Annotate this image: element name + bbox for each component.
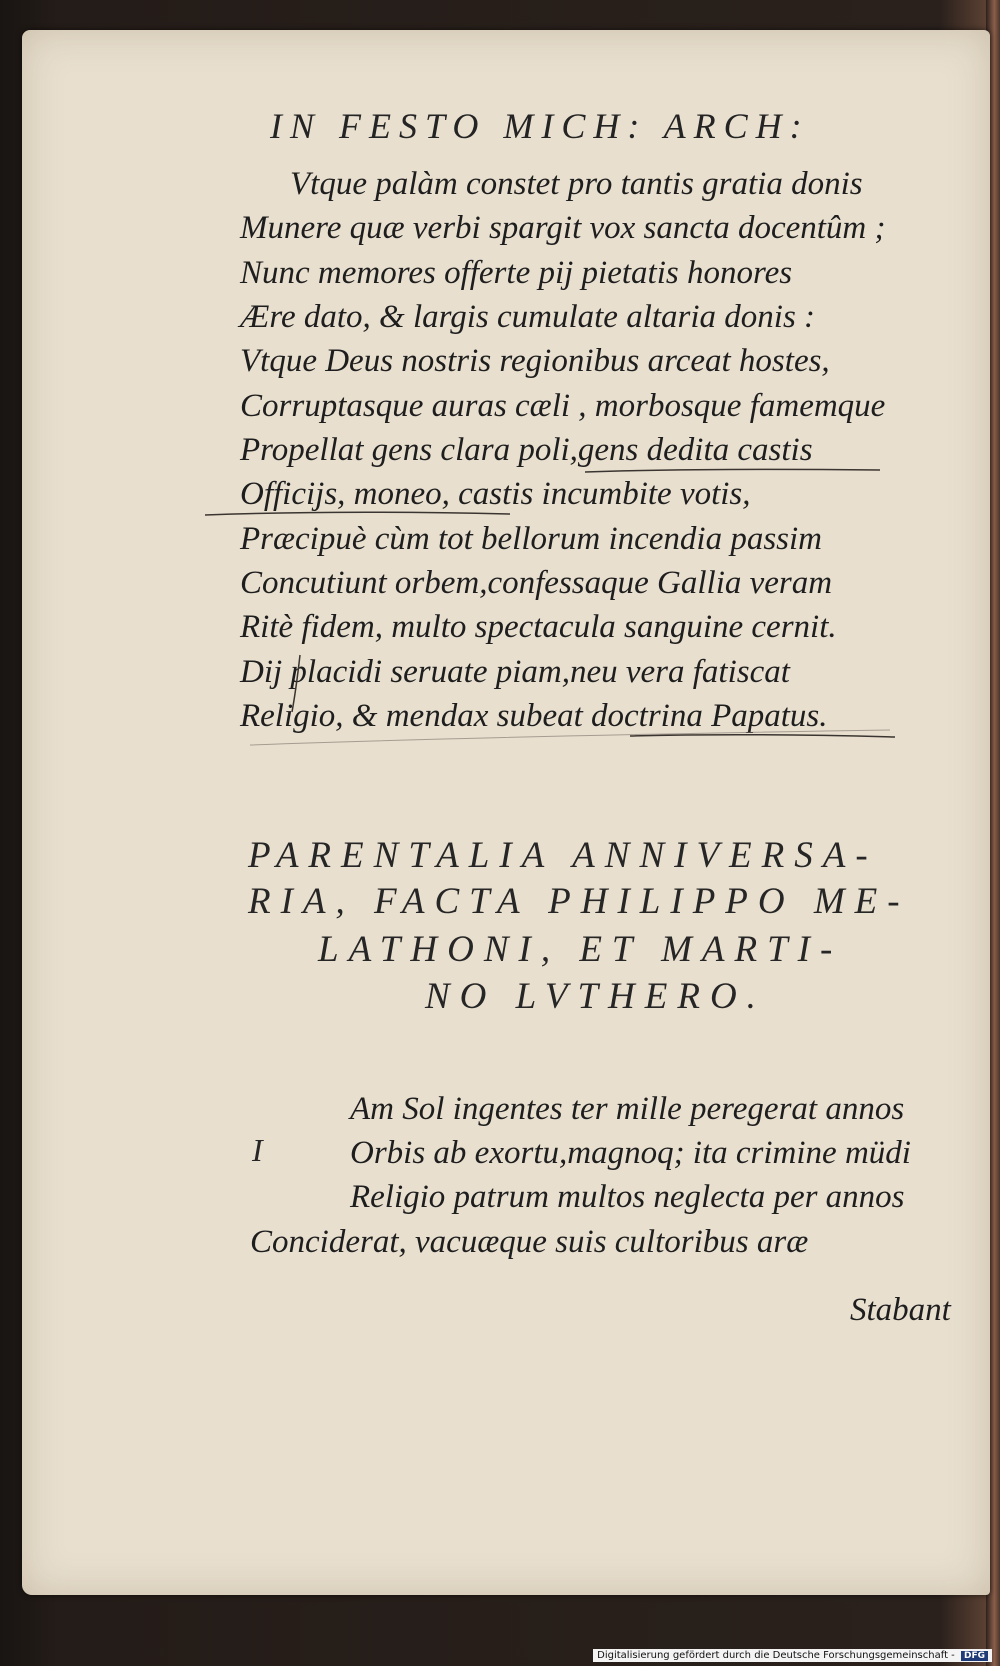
verse-line: Propellat gens clara poli,gens dedita castis	[240, 432, 813, 468]
verse-line: Ære dato, & largis cumulate altaria donis :	[240, 299, 816, 335]
verse-line: Corruptasque auras cæli , morbosque famemque	[240, 388, 886, 424]
title-line: RIA, FACTA PHILIPPO ME-	[248, 881, 910, 922]
verse-line: Munere quæ verbi spargit vox sancta docentûm ;	[240, 210, 886, 246]
verse-line: Dij placidi seruate piam,neu vera fatiscat	[240, 654, 790, 690]
verse-line: Præcipuè cùm tot bellorum incendia passim	[240, 521, 823, 557]
verse-line: Officijs, moneo, castis incumbite votis,	[240, 476, 751, 512]
poem-line: Am Sol ingentes ter mille peregerat annos	[350, 1091, 905, 1127]
title-line: LATHONI, ET MARTI-	[318, 929, 843, 970]
verse-line: Vtque palàm constet pro tantis gratia donis	[290, 166, 863, 202]
verse-line: Ritè fidem, multo spectacula sanguine cernit.	[240, 609, 837, 645]
title-line: PARENTALIA ANNIVERSA-	[248, 835, 878, 876]
running-header: IN FESTO MICH: ARCH:	[270, 106, 810, 146]
poem-line: Orbis ab exortu,magnoq; ita crimine müdi	[350, 1135, 911, 1171]
verse-line: Nunc memores offerte pij pietatis honores	[240, 255, 793, 291]
poem-line: Religio patrum multos neglecta per annos	[350, 1179, 905, 1215]
verse-line: Concutiunt orbem,confessaque Gallia veram	[240, 565, 833, 601]
dfg-logo: DFG	[961, 1651, 988, 1661]
verse-line: Vtque Deus nostris regionibus arceat hostes,	[240, 343, 830, 379]
verse-line: Religio, & mendax subeat doctrina Papatus.	[240, 698, 828, 734]
footer-text: Digitalisierung gefördert durch die Deutsche Forschungsgemeinschaft -	[597, 1650, 955, 1661]
poem-line: Conciderat, vacuæque suis cultoribus aræ	[250, 1224, 809, 1260]
digitization-footer	[593, 1649, 992, 1662]
title-line: NO LVTHERO.	[425, 976, 766, 1017]
initial-letter: I	[252, 1132, 263, 1168]
catchword: Stabant	[850, 1292, 951, 1328]
